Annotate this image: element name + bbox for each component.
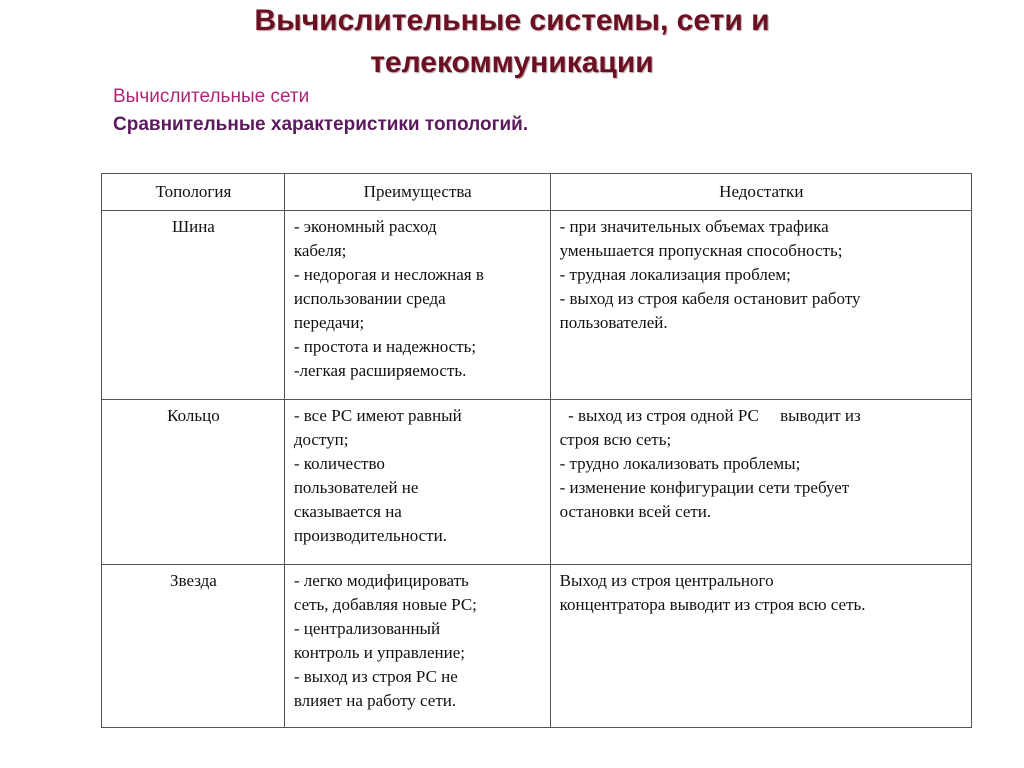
advantage-line: -легкая расширяемость. bbox=[293, 361, 467, 380]
advantage-line: - все РС имеют равный bbox=[293, 406, 462, 425]
advantage-line: контроль и управление; bbox=[293, 643, 465, 662]
table-row bbox=[102, 211, 972, 400]
disadvantage-line: пользователей. bbox=[559, 313, 668, 332]
disadvantage-line: Выход из строя центрального bbox=[559, 571, 774, 590]
disadvantage-line: строя всю сеть; bbox=[559, 430, 672, 449]
disadvantage-line: - трудно локализовать проблемы; bbox=[559, 454, 801, 473]
table-row bbox=[102, 565, 972, 728]
column-header-topology: Топология bbox=[102, 174, 285, 211]
advantage-line: - централизованный bbox=[293, 619, 441, 638]
disadvantage-line: - трудная локализация проблем; bbox=[559, 265, 791, 284]
section-subtitle: Вычислительные сети bbox=[113, 86, 310, 107]
disadvantage-line: концентратора выводит из строя всю сеть. bbox=[559, 595, 866, 614]
advantage-line: пользователей не bbox=[293, 478, 419, 497]
advantage-line: кабеля; bbox=[293, 241, 347, 260]
advantage-line: доступ; bbox=[293, 430, 349, 449]
disadvantage-line: - при значительных объемах трафика bbox=[559, 217, 829, 236]
topology-name-cell: Звезда bbox=[102, 565, 285, 728]
advantage-line: - простота и надежность; bbox=[293, 337, 477, 356]
disadvantages-cell bbox=[550, 211, 971, 400]
advantage-line: использовании среда bbox=[293, 289, 446, 308]
advantage-line: - количество bbox=[293, 454, 385, 473]
topology-comparison-table bbox=[101, 173, 972, 728]
slide-title bbox=[0, 0, 1024, 84]
advantage-line: производительности. bbox=[293, 526, 447, 545]
slide-title-line-2: телекоммуникации bbox=[370, 46, 654, 79]
topology-name-cell: Шина bbox=[102, 211, 285, 400]
advantages-cell bbox=[284, 565, 550, 728]
advantages-cell bbox=[284, 400, 550, 565]
disadvantages-cell bbox=[550, 565, 971, 728]
topology-name-cell: Кольцо bbox=[102, 400, 285, 565]
disadvantage-line: - изменение конфигурации сети требует bbox=[559, 478, 850, 497]
disadvantage-line: остановки всей сети. bbox=[559, 502, 712, 521]
column-header-advantages: Преимущества bbox=[284, 174, 550, 211]
advantage-line: сказывается на bbox=[293, 502, 402, 521]
column-header-disadvantages: Недостатки bbox=[550, 174, 971, 211]
advantage-line: - легко модифицировать bbox=[293, 571, 469, 590]
disadvantage-line: - выход из строя кабеля остановит работу bbox=[559, 289, 861, 308]
advantage-line: сеть, добавляя новые РС; bbox=[293, 595, 477, 614]
table-row bbox=[102, 400, 972, 565]
disadvantages-cell bbox=[550, 400, 971, 565]
table-header-row bbox=[102, 174, 972, 211]
advantage-line: - экономный расход bbox=[293, 217, 437, 236]
disadvantage-line: уменьшается пропускная способность; bbox=[559, 241, 843, 260]
table-caption: Сравнительные характеристики топологий. bbox=[113, 114, 529, 135]
disadvantage-line: - выход из строя одной РС выводит из bbox=[559, 406, 861, 425]
slide-title-line-1: Вычислительные системы, сети и bbox=[254, 4, 770, 37]
advantage-line: - выход из строя РС не bbox=[293, 667, 458, 686]
advantages-cell bbox=[284, 211, 550, 400]
advantage-line: влияет на работу сети. bbox=[293, 691, 457, 710]
advantage-line: передачи; bbox=[293, 313, 365, 332]
advantage-line: - недорогая и несложная в bbox=[293, 265, 484, 284]
